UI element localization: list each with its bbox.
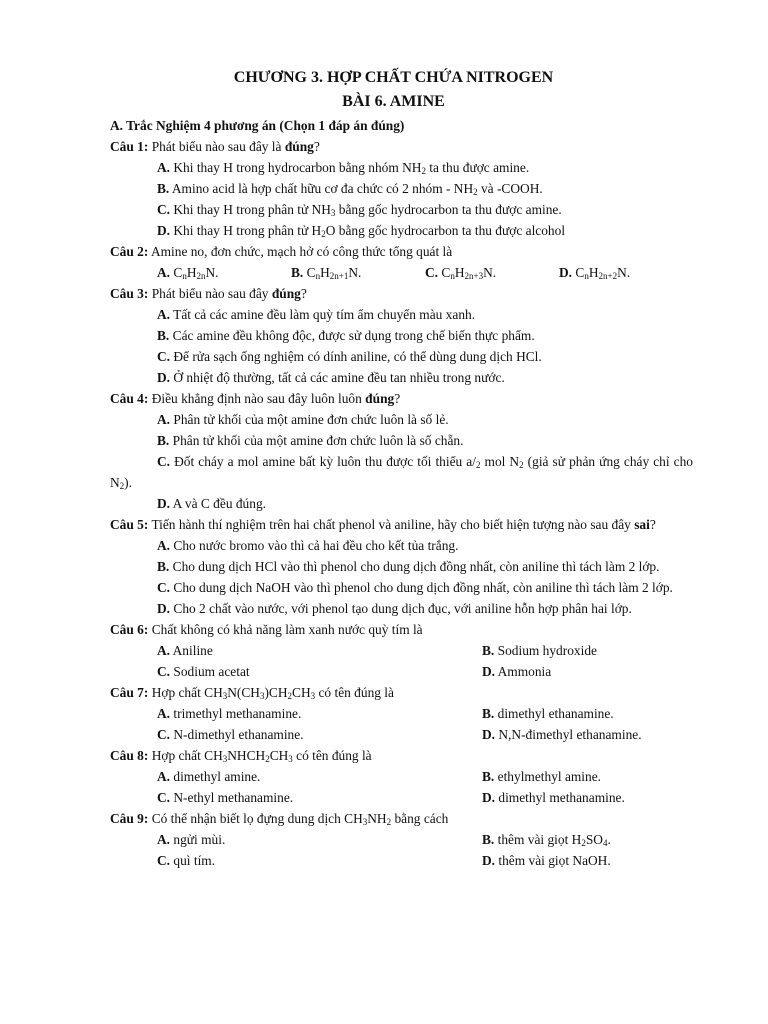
question-label: Câu 3: — [110, 286, 149, 301]
options-row — [110, 703, 693, 724]
option-a: A. Tất cả các amine đều làm quỳ tím ẩm chuyển màu xanh. — [157, 307, 476, 322]
option-a: A. Cho nước bromo vào thì cả hai đều cho kết tủa trắng. — [157, 538, 459, 553]
question-label: Câu 4: — [110, 391, 149, 406]
question-label: Câu 2: — [110, 244, 149, 259]
option-d: D. $C_nH_{2n+2}N$. — [559, 265, 631, 281]
option-c: C. N-dimethyl ethanamine. — [157, 727, 304, 742]
options-row — [110, 787, 693, 808]
option-d: D. Ammonia — [482, 664, 552, 679]
question-label: Câu 8: — [110, 748, 149, 763]
options-row — [110, 766, 693, 787]
option-a: A. dimethyl amine. — [157, 769, 261, 784]
option-d: D. N,N-đimethyl ethanamine. — [482, 727, 642, 742]
chapter-title: CHƯƠNG 3. HỢP CHẤT CHỨA NITROGEN — [233, 69, 554, 86]
question-label: Câu 1: — [110, 139, 149, 154]
option-a: A. Phân tử khối của một amine đơn chức luôn là số lẻ. — [157, 412, 449, 427]
option-c: C. Đốt cháy a mol amine bất kỳ luôn thu được tối thiểu $a/_2$ mol $N_2$ (giả sử phản ứng cháy chỉ cho $N_2$). — [110, 454, 693, 491]
question-3: Câu 3: Phát biểu nào sau đây đúng? — [110, 286, 307, 301]
question-label: Câu 7: — [110, 685, 149, 700]
option-c: C. Sodium acetat — [157, 664, 250, 679]
option-d: D. Khi thay H trong phân tử $H_2O$ bằng gốc hydrocarbon ta thu được alcohol — [157, 223, 566, 239]
question-label: Câu 5: — [110, 517, 149, 532]
option-d: D. dimethyl methanamine. — [482, 790, 625, 805]
options-row — [110, 829, 693, 850]
question-2: Câu 2: Amine no, đơn chức, mạch hở có công thức tổng quát là — [110, 244, 453, 259]
option-b: B. Cho dung dịch HCl vào thì phenol cho dung dịch đồng nhất, còn aniline thì tách làm 2 lớp. — [157, 559, 660, 574]
question-7: Câu 7: Hợp chất $CH_3N(CH_3)CH_2CH_3$ có tên đúng là — [110, 685, 394, 701]
option-c: C. $C_nH_{2n+3}N$. — [425, 265, 497, 281]
option-a: A. Aniline — [157, 643, 213, 658]
option-a: A. Khi thay H trong hydrocarbon bằng nhóm $NH_2$ ta thu được amine. — [157, 160, 530, 176]
options-row — [110, 262, 693, 283]
option-c: C. N-ethyl methanamine. — [157, 790, 294, 805]
option-b: B. ethylmethyl amine. — [482, 769, 602, 784]
question-label: Câu 6: — [110, 622, 149, 637]
option-c: C. Cho dung dịch NaOH vào thì phenol cho dung dịch đồng nhất, còn aniline thì tách làm 2 lớp. — [157, 580, 673, 595]
question-label: Câu 9: — [110, 811, 149, 826]
question-9: Câu 9: Có thể nhận biết lọ đựng dung dịch $CH_3NH_2$ bằng cách — [110, 811, 449, 827]
question-8: Câu 8: Hợp chất $CH_3NHCH_2CH_3$ có tên đúng là — [110, 748, 372, 764]
options-row — [110, 661, 693, 682]
option-c: C. Khi thay H trong phân tử $NH_3$ bằng gốc hydrocarbon ta thu được amine. — [157, 202, 562, 218]
question-6: Câu 6: Chất không có khả năng làm xanh nước quỳ tím là — [110, 622, 423, 637]
option-a: A. trimethyl methanamine. — [157, 706, 302, 721]
lesson-title: BÀI 6. AMINE — [342, 93, 445, 110]
option-b: B. thêm vài giọt $H_2SO_4$. — [482, 832, 611, 848]
options-row — [110, 850, 693, 871]
options-row — [110, 640, 693, 661]
question-1: Câu 1: Phát biểu nào sau đây là đúng? — [110, 139, 320, 154]
options-row — [110, 724, 693, 745]
option-b: B. Amino acid là hợp chất hữu cơ đa chức có 2 nhóm - $NH_2$ và -COOH. — [157, 181, 543, 197]
question-4: Câu 4: Điều khẳng định nào sau đây luôn luôn đúng? — [110, 391, 401, 406]
option-b: B. $C_nH_{2n+1}N$. — [291, 265, 362, 281]
option-c: C. Để rửa sạch ống nghiệm có dính aniline, có thể dùng dung dịch HCl. — [157, 349, 542, 364]
section-heading: A. Trắc Nghiệm 4 phương án (Chọn 1 đáp án đúng) — [110, 118, 405, 133]
option-c: C. quì tím. — [157, 853, 216, 868]
option-b: B. Các amine đều không độc, được sử dụng trong chế biến thực phẩm. — [157, 328, 535, 343]
option-d: D. Cho 2 chất vào nước, với phenol tạo dung dịch đục, với aniline hỗn hợp phân hai lớp. — [157, 601, 632, 616]
question-5: Câu 5: Tiến hành thí nghiệm trên hai chất phenol và aniline, hãy cho biết hiện tượng nào sau đây sai? — [110, 517, 656, 532]
option-b: B. dimethyl ethanamine. — [482, 706, 614, 721]
option-d: D. Ở nhiệt độ thường, tất cả các amine đều tan nhiều trong nước. — [157, 370, 505, 385]
option-d: D. thêm vài giọt NaOH. — [482, 853, 611, 868]
option-b: B. Phân tử khối của một amine đơn chức luôn là số chẵn. — [157, 433, 464, 448]
option-a: A. $C_nH_{2n}N$. — [157, 265, 219, 281]
option-d: D. A và C đều đúng. — [157, 496, 266, 511]
option-a: A. ngửi mùi. — [157, 832, 226, 847]
option-b: B. Sodium hydroxide — [482, 643, 597, 658]
